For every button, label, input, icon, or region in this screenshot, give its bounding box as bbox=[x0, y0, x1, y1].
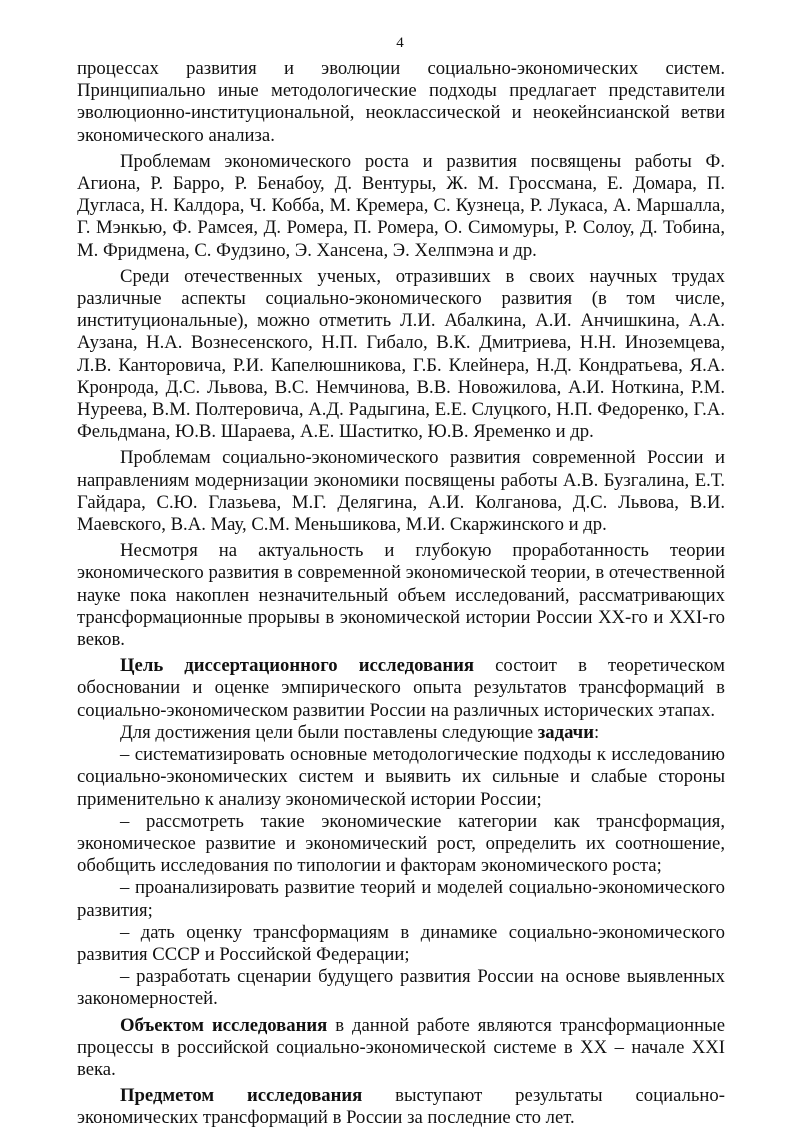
tasks-heading: задачи bbox=[537, 721, 594, 743]
subject-heading: Предметом исследования bbox=[120, 1085, 363, 1107]
goal-heading: Цель диссертационного исследования bbox=[120, 655, 475, 677]
paragraph-continuation: процессах развития и эволюции социально-экономических систем. Принципиально иные методологические подходы предлагает представители эволюционно-институциональной, неоклассической и неокейнсианской ветви экономического анализа. bbox=[77, 58, 725, 146]
tasks-intro-text: Для достижения цели были поставлены следующие bbox=[120, 721, 538, 743]
paragraph-foreign-authors: Проблемам экономического роста и развития посвящены работы Ф. Агиона, Р. Барро, Р. Бенабоу, Д. Вентуры, Ж. М. Гроссмана, Е. Домара, П. Дугласа, Н. Калдора, Ч. Кобба, М. Кремера, С. Кузнеца, Р. Лукаса, А. Маршалла, Г. Мэнкью, Ф. Рамсея, Д. Ромера, П. Ромера, О. Симомуры, Р. Солоу, Д. Тобина, М. Фридмена, С. Фудзино, Э. Хансена, Э. Хелпмэна и др. bbox=[77, 150, 725, 261]
page-number: 4 bbox=[396, 35, 404, 51]
subject-text: выступают результаты социально-экономических трансформаций в России за последние сто лет. bbox=[77, 1085, 726, 1129]
tasks-colon: : bbox=[593, 721, 600, 743]
goal-text: состоит в теоретическом обосновании и оценке эмпирического опыта результатов трансформаций в социально-экономическом развитии России на различных исторических этапах. bbox=[77, 655, 725, 721]
task-item-4: – дать оценку трансформациям в динамике социально-экономического развития СССР и Российской Федерации; bbox=[77, 921, 725, 965]
paragraph-relevance: Несмотря на актуальность и глубокую проработанность теории экономического развития в современной экономической теории, в отечественной науке пока накоплен незначительный объем исследований, рассматривающих трансформационные прорывы в экономической истории России XX-го и XXI-го веков. bbox=[77, 540, 725, 651]
paragraph-domestic-authors: Среди отечественных ученых, отразивших в своих научных трудах различные аспекты социально-экономического развития (в том числе, институциональные), можно отметить Л.И. Абалкина, А.И. Анчишкина, А.А. Аузана, Н.А. Вознесенского, Н.П. Гибало, В.К. Дмитриева, Н.Н. Иноземцева, Л.В. Канторовича, Р.И. Капелюшникова, Г.Б. Клейнера, Н.Д. Кондратьева, Я.А. Кронрода, Д.С. Львова, В.С. Немчинова, В.В. Новожилова, А.И. Ноткина, Р.М. Нуреева, В.М. Полтеровича, А.Д. Радыгина, Е.Е. Слуцкого, Н.П. Федоренко, Г.А. Фельдмана, Ю.В. Шараева, А.Е. Шаститко, Ю.В. Яременко и др. bbox=[77, 265, 725, 443]
body-text bbox=[77, 58, 725, 1130]
paragraph-object bbox=[77, 1015, 725, 1082]
paragraph-modern-russia: Проблемам социально-экономического развития современной России и направлениям модернизации экономики посвящены работы А.В. Бузгалина, Е.Т. Гайдара, С.Ю. Глазьева, М.Г. Делягина, А.И. Колганова, Д.С. Львова, В.И. Маевского, В.А. Мау, С.М. Меньшикова, М.И. Скаржинского и др. bbox=[77, 447, 725, 536]
paragraph-goal bbox=[77, 655, 725, 722]
object-heading: Объектом исследования bbox=[120, 1014, 328, 1036]
object-text: в данной работе являются трансформационные процессы в российской социально-экономической системе в XX – начале XXI века. bbox=[77, 1014, 725, 1080]
task-item-5: – разработать сценарии будущего развития России на основе выявленных закономерностей. bbox=[77, 966, 725, 1010]
task-item-1: – систематизировать основные методологические подходы к исследованию социально-экономических систем и выявить их сильные и слабые стороны применительно к анализу экономической истории России; bbox=[77, 744, 725, 810]
paragraph-subject bbox=[77, 1085, 725, 1129]
task-item-3: – проанализировать развитие теорий и моделей социально-экономического развития; bbox=[77, 877, 725, 921]
task-item-2: – рассмотреть такие экономические категории как трансформация, экономическое развитие и экономический рост, определить их соотношение, обобщить исследования по типологии и факторам экономического роста; bbox=[77, 810, 725, 877]
paragraph-tasks-intro bbox=[77, 722, 725, 744]
